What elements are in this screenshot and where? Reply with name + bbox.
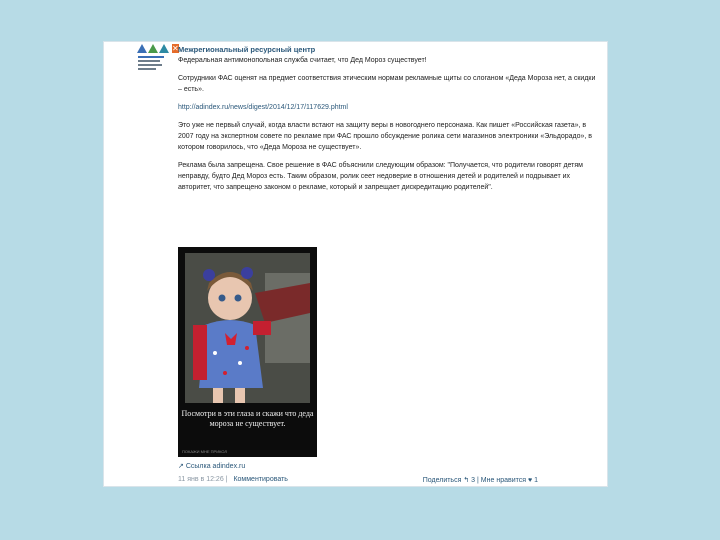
post-link[interactable]: http://adindex.ru/news/digest/2014/12/17/117629.phtml: [178, 104, 348, 111]
share-count: 3: [471, 477, 476, 484]
child-photo: [185, 253, 310, 403]
separator: |: [225, 476, 228, 483]
avatar[interactable]: [134, 44, 178, 90]
post-actions: [423, 476, 538, 484]
source-label: Ссылка adindex.ru: [185, 463, 246, 470]
post-paragraph: Федеральная антимонопольная служба считает, что Дед Мороз существует!: [178, 57, 427, 64]
comment-button[interactable]: Комментировать: [233, 476, 288, 483]
like-count: 1: [534, 477, 538, 484]
photo-caption: Посмотри в эти глаза и скажи что деда мороза не существует.: [181, 409, 314, 428]
post-paragraph: Сотрудники ФАС оценят на предмет соответствия этическим нормам рекламные щиты со слоганом «Деда Мороза нет, а скидки – есть».: [178, 75, 596, 93]
photo-credit: ПОКАЖИ МНЕ ПРИКОЛ: [182, 449, 228, 454]
post-content: [178, 44, 598, 193]
source-link[interactable]: [178, 462, 245, 470]
logo-icon: ✕: [137, 44, 178, 53]
like-button[interactable]: Мне нравится: [480, 477, 527, 484]
post-photo[interactable]: [178, 247, 317, 457]
share-icon: ↰: [463, 477, 470, 484]
logo-text-lines: [138, 56, 178, 70]
link-icon: ↗: [178, 463, 184, 470]
post-paragraph: Реклама была запрещена. Свое решение в ФАС объяснили следующим образом: "Получается, что родители говорят детям неправду, будто Дед Мороз есть. Таким образом, ролик сеет недоверие в отношения детей и родителей и подрывает их авторитет, что запрещено законом о рекламе, который и запрещает дискредитацию родителей".: [178, 162, 583, 191]
post-footer: [178, 476, 538, 483]
separator: |: [477, 477, 479, 484]
post-date[interactable]: 11 янв в 12:26: [178, 476, 224, 483]
post-card: [104, 42, 607, 486]
heart-icon: ♥: [527, 477, 533, 484]
post-author[interactable]: Межрегиональный ресурсный центр: [178, 45, 316, 54]
share-button[interactable]: Поделиться: [422, 477, 462, 484]
post-paragraph: Это уже не первый случай, когда власти встают на защиту веры в новогоднего персонажа. Как пишет «Российская газета», в 2007 году на экспертном совете по рекламе при ФАС прошло обсуждение ролика сети магазинов электроники «Эльдорадо», в котором говорилось, что «Деда Мороза не существует».: [178, 122, 593, 151]
